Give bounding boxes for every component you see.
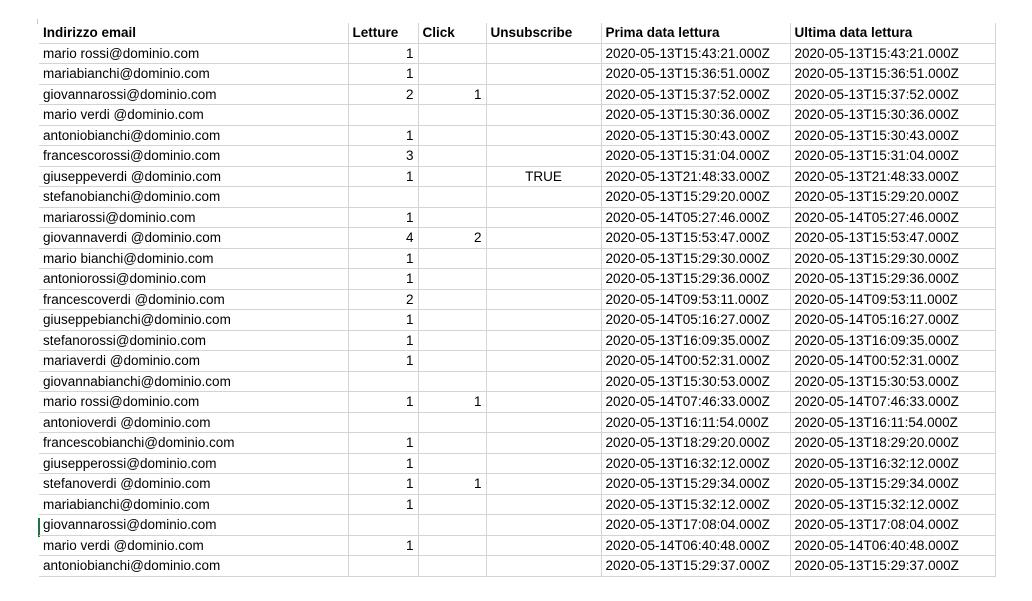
cell-unsubscribe[interactable] bbox=[486, 125, 601, 146]
cell-email[interactable]: stefanoverdi @dominio.com bbox=[39, 474, 348, 495]
cell-letture[interactable]: 1 bbox=[348, 535, 418, 556]
cell-click[interactable] bbox=[418, 412, 486, 433]
cell-prima[interactable]: 2020-05-13T15:29:20.000Z bbox=[601, 187, 790, 208]
cell-letture[interactable]: 1 bbox=[348, 43, 418, 64]
cell-click[interactable]: 1 bbox=[418, 474, 486, 495]
cell-email[interactable]: mario verdi @dominio.com bbox=[39, 535, 348, 556]
cell-prima[interactable]: 2020-05-13T15:29:36.000Z bbox=[601, 269, 790, 290]
table-row bbox=[39, 412, 995, 433]
header-row bbox=[39, 23, 995, 43]
cell-unsubscribe[interactable] bbox=[486, 556, 601, 577]
cell-ultima[interactable]: 2020-05-13T21:48:33.000Z bbox=[790, 166, 995, 187]
cell-unsubscribe[interactable] bbox=[486, 269, 601, 290]
cell-email[interactable]: stefanobianchi@dominio.com bbox=[39, 187, 348, 208]
cell-click[interactable] bbox=[418, 146, 486, 167]
cell-click[interactable] bbox=[418, 371, 486, 392]
table-row bbox=[39, 351, 995, 372]
email-stats-table bbox=[39, 23, 996, 577]
cell-ultima[interactable]: 2020-05-14T06:40:48.000Z bbox=[790, 535, 995, 556]
cell-letture[interactable]: 1 bbox=[348, 494, 418, 515]
cell-letture[interactable]: 1 bbox=[348, 351, 418, 372]
cell-click[interactable] bbox=[418, 125, 486, 146]
cell-letture[interactable]: 1 bbox=[348, 125, 418, 146]
cell-prima[interactable]: 2020-05-13T15:30:36.000Z bbox=[601, 105, 790, 126]
table-row bbox=[39, 535, 995, 556]
cell-ultima[interactable]: 2020-05-13T15:37:52.000Z bbox=[790, 84, 995, 105]
column-header-click[interactable]: Click bbox=[418, 23, 486, 43]
cell-letture[interactable]: 1 bbox=[348, 166, 418, 187]
cell-ultima[interactable]: 2020-05-14T09:53:11.000Z bbox=[790, 289, 995, 310]
cell-ultima[interactable]: 2020-05-14T07:46:33.000Z bbox=[790, 392, 995, 413]
cell-unsubscribe[interactable] bbox=[486, 248, 601, 269]
cell-ultima[interactable]: 2020-05-13T15:32:12.000Z bbox=[790, 494, 995, 515]
cell-letture[interactable]: 1 bbox=[348, 474, 418, 495]
table-row bbox=[39, 330, 995, 351]
cell-unsubscribe[interactable] bbox=[486, 494, 601, 515]
cell-letture[interactable] bbox=[348, 105, 418, 126]
cell-click[interactable]: 2 bbox=[418, 228, 486, 249]
cell-unsubscribe[interactable] bbox=[486, 84, 601, 105]
cell-prima[interactable]: 2020-05-14T06:40:48.000Z bbox=[601, 535, 790, 556]
cell-click[interactable] bbox=[418, 248, 486, 269]
cell-email[interactable]: giovannarossi@dominio.com bbox=[39, 515, 348, 536]
cell-prima[interactable]: 2020-05-13T21:48:33.000Z bbox=[601, 166, 790, 187]
cell-letture[interactable] bbox=[348, 412, 418, 433]
cell-letture[interactable]: 1 bbox=[348, 433, 418, 454]
cell-click[interactable] bbox=[418, 351, 486, 372]
table-row bbox=[39, 248, 995, 269]
cell-unsubscribe[interactable] bbox=[486, 412, 601, 433]
cell-click[interactable] bbox=[418, 187, 486, 208]
cell-letture[interactable]: 1 bbox=[348, 453, 418, 474]
cell-prima[interactable]: 2020-05-14T05:27:46.000Z bbox=[601, 207, 790, 228]
cell-unsubscribe[interactable] bbox=[486, 453, 601, 474]
cell-email[interactable]: giovannarossi@dominio.com bbox=[39, 84, 348, 105]
table-row bbox=[39, 64, 995, 85]
cell-email[interactable]: mario verdi @dominio.com bbox=[39, 105, 348, 126]
cell-letture[interactable]: 4 bbox=[348, 228, 418, 249]
cell-email[interactable]: giuseppeverdi @dominio.com bbox=[39, 166, 348, 187]
cell-unsubscribe[interactable] bbox=[486, 515, 601, 536]
cell-letture[interactable]: 1 bbox=[348, 207, 418, 228]
column-header-prima[interactable]: Prima data lettura bbox=[601, 23, 790, 43]
cell-letture[interactable]: 1 bbox=[348, 269, 418, 290]
cell-ultima[interactable]: 2020-05-13T18:29:20.000Z bbox=[790, 433, 995, 454]
table-row bbox=[39, 289, 995, 310]
table-row bbox=[39, 166, 995, 187]
cell-email[interactable]: mariaverdi @dominio.com bbox=[39, 351, 348, 372]
cell-click[interactable]: 1 bbox=[418, 392, 486, 413]
cell-email[interactable]: mariabianchi@dominio.com bbox=[39, 64, 348, 85]
cell-unsubscribe[interactable] bbox=[486, 228, 601, 249]
cell-email[interactable]: antonioverdi @dominio.com bbox=[39, 412, 348, 433]
cell-letture[interactable]: 1 bbox=[348, 248, 418, 269]
cell-email[interactable]: stefanorossi@dominio.com bbox=[39, 330, 348, 351]
cell-unsubscribe[interactable] bbox=[486, 330, 601, 351]
cell-ultima[interactable]: 2020-05-13T15:29:20.000Z bbox=[790, 187, 995, 208]
table-row bbox=[39, 187, 995, 208]
cell-email[interactable]: mario bianchi@dominio.com bbox=[39, 248, 348, 269]
cell-unsubscribe[interactable] bbox=[486, 474, 601, 495]
table-row bbox=[39, 515, 995, 536]
cell-ultima[interactable]: 2020-05-13T15:29:34.000Z bbox=[790, 474, 995, 495]
table-row bbox=[39, 125, 995, 146]
table-row bbox=[39, 494, 995, 515]
cell-ultima[interactable]: 2020-05-13T15:31:04.000Z bbox=[790, 146, 995, 167]
cell-letture[interactable]: 1 bbox=[348, 64, 418, 85]
cell-letture[interactable]: 1 bbox=[348, 392, 418, 413]
cell-email[interactable]: antoniobianchi@dominio.com bbox=[39, 556, 348, 577]
cell-ultima[interactable]: 2020-05-13T15:29:37.000Z bbox=[790, 556, 995, 577]
cell-prima[interactable]: 2020-05-13T16:11:54.000Z bbox=[601, 412, 790, 433]
cell-ultima[interactable]: 2020-05-14T00:52:31.000Z bbox=[790, 351, 995, 372]
cell-prima[interactable]: 2020-05-13T18:29:20.000Z bbox=[601, 433, 790, 454]
cell-click[interactable] bbox=[418, 105, 486, 126]
cell-ultima[interactable]: 2020-05-13T16:11:54.000Z bbox=[790, 412, 995, 433]
cell-email[interactable]: giusepperossi@dominio.com bbox=[39, 453, 348, 474]
spreadsheet bbox=[39, 23, 996, 577]
cell-email[interactable]: mariabianchi@dominio.com bbox=[39, 494, 348, 515]
cell-click[interactable] bbox=[418, 269, 486, 290]
cell-letture[interactable] bbox=[348, 515, 418, 536]
cell-prima[interactable]: 2020-05-13T16:32:12.000Z bbox=[601, 453, 790, 474]
cell-prima[interactable]: 2020-05-14T00:52:31.000Z bbox=[601, 351, 790, 372]
table-row bbox=[39, 207, 995, 228]
cell-prima[interactable]: 2020-05-13T15:32:12.000Z bbox=[601, 494, 790, 515]
cell-prima[interactable]: 2020-05-13T15:43:21.000Z bbox=[601, 43, 790, 64]
cell-ultima[interactable]: 2020-05-13T17:08:04.000Z bbox=[790, 515, 995, 536]
cell-letture[interactable]: 3 bbox=[348, 146, 418, 167]
cell-email[interactable]: antoniobianchi@dominio.com bbox=[39, 125, 348, 146]
cell-ultima[interactable]: 2020-05-13T16:09:35.000Z bbox=[790, 330, 995, 351]
cell-letture[interactable]: 2 bbox=[348, 289, 418, 310]
cell-unsubscribe[interactable] bbox=[486, 433, 601, 454]
cell-ultima[interactable]: 2020-05-13T15:53:47.000Z bbox=[790, 228, 995, 249]
cell-unsubscribe[interactable] bbox=[486, 535, 601, 556]
cell-ultima[interactable]: 2020-05-14T05:27:46.000Z bbox=[790, 207, 995, 228]
cell-prima[interactable]: 2020-05-13T16:09:35.000Z bbox=[601, 330, 790, 351]
table-row bbox=[39, 453, 995, 474]
cell-letture[interactable] bbox=[348, 556, 418, 577]
cell-ultima[interactable]: 2020-05-13T15:36:51.000Z bbox=[790, 64, 995, 85]
column-header-letture[interactable]: Letture bbox=[348, 23, 418, 43]
cell-unsubscribe[interactable] bbox=[486, 392, 601, 413]
column-header-email[interactable]: Indirizzo email bbox=[39, 23, 348, 43]
column-header-ultima[interactable]: Ultima data lettura bbox=[790, 23, 995, 43]
cell-ultima[interactable]: 2020-05-13T15:30:43.000Z bbox=[790, 125, 995, 146]
cell-email[interactable]: francescoverdi @dominio.com bbox=[39, 289, 348, 310]
cell-unsubscribe[interactable] bbox=[486, 310, 601, 331]
cell-letture[interactable] bbox=[348, 187, 418, 208]
cell-unsubscribe[interactable] bbox=[486, 43, 601, 64]
cell-letture[interactable]: 1 bbox=[348, 330, 418, 351]
table-row bbox=[39, 310, 995, 331]
cell-unsubscribe[interactable]: TRUE bbox=[486, 166, 601, 187]
cell-email[interactable]: antoniorossi@dominio.com bbox=[39, 269, 348, 290]
cell-email[interactable]: giovannaverdi @dominio.com bbox=[39, 228, 348, 249]
cell-unsubscribe[interactable] bbox=[486, 146, 601, 167]
cell-click[interactable] bbox=[418, 535, 486, 556]
cell-prima[interactable]: 2020-05-13T15:30:43.000Z bbox=[601, 125, 790, 146]
cell-click[interactable] bbox=[418, 43, 486, 64]
cell-click[interactable] bbox=[418, 515, 486, 536]
cell-letture[interactable] bbox=[348, 371, 418, 392]
cell-unsubscribe[interactable] bbox=[486, 289, 601, 310]
cell-email[interactable]: mario rossi@dominio.com bbox=[39, 392, 348, 413]
cell-email[interactable]: francescorossi@dominio.com bbox=[39, 146, 348, 167]
cell-prima[interactable]: 2020-05-13T15:29:37.000Z bbox=[601, 556, 790, 577]
cell-unsubscribe[interactable] bbox=[486, 207, 601, 228]
cell-ultima[interactable]: 2020-05-13T15:29:30.000Z bbox=[790, 248, 995, 269]
cell-email[interactable]: mariarossi@dominio.com bbox=[39, 207, 348, 228]
cell-email[interactable]: francescobianchi@dominio.com bbox=[39, 433, 348, 454]
cell-prima[interactable]: 2020-05-13T15:36:51.000Z bbox=[601, 64, 790, 85]
table-row bbox=[39, 433, 995, 454]
cell-click[interactable] bbox=[418, 64, 486, 85]
cell-prima[interactable]: 2020-05-14T07:46:33.000Z bbox=[601, 392, 790, 413]
cell-click[interactable] bbox=[418, 494, 486, 515]
cell-prima[interactable]: 2020-05-13T15:53:47.000Z bbox=[601, 228, 790, 249]
cell-prima[interactable]: 2020-05-13T15:29:30.000Z bbox=[601, 248, 790, 269]
cell-letture[interactable]: 2 bbox=[348, 84, 418, 105]
cell-ultima[interactable]: 2020-05-13T15:30:36.000Z bbox=[790, 105, 995, 126]
cell-ultima[interactable]: 2020-05-13T15:30:53.000Z bbox=[790, 371, 995, 392]
cell-ultima[interactable]: 2020-05-13T16:32:12.000Z bbox=[790, 453, 995, 474]
cell-unsubscribe[interactable] bbox=[486, 371, 601, 392]
cell-unsubscribe[interactable] bbox=[486, 351, 601, 372]
cell-click[interactable] bbox=[418, 453, 486, 474]
cell-click[interactable] bbox=[418, 166, 486, 187]
cell-unsubscribe[interactable] bbox=[486, 64, 601, 85]
cell-prima[interactable]: 2020-05-13T15:30:53.000Z bbox=[601, 371, 790, 392]
cell-ultima[interactable]: 2020-05-13T15:43:21.000Z bbox=[790, 43, 995, 64]
cell-email[interactable]: mario rossi@dominio.com bbox=[39, 43, 348, 64]
cell-click[interactable] bbox=[418, 207, 486, 228]
cell-ultima[interactable]: 2020-05-13T15:29:36.000Z bbox=[790, 269, 995, 290]
cell-prima[interactable]: 2020-05-13T15:29:34.000Z bbox=[601, 474, 790, 495]
cell-ultima[interactable]: 2020-05-14T05:16:27.000Z bbox=[790, 310, 995, 331]
column-header-unsubscribe[interactable]: Unsubscribe bbox=[486, 23, 601, 43]
table-row bbox=[39, 392, 995, 413]
table-row bbox=[39, 371, 995, 392]
table-body bbox=[39, 23, 995, 576]
cell-prima[interactable]: 2020-05-14T09:53:11.000Z bbox=[601, 289, 790, 310]
table-row bbox=[39, 269, 995, 290]
table-row bbox=[39, 146, 995, 167]
sheet-corner-mark bbox=[37, 19, 38, 24]
cell-unsubscribe[interactable] bbox=[486, 187, 601, 208]
cell-click[interactable] bbox=[418, 330, 486, 351]
cell-click[interactable] bbox=[418, 433, 486, 454]
cell-prima[interactable]: 2020-05-13T15:31:04.000Z bbox=[601, 146, 790, 167]
cell-letture[interactable]: 1 bbox=[348, 310, 418, 331]
table-row bbox=[39, 556, 995, 577]
table-row bbox=[39, 474, 995, 495]
cell-prima[interactable]: 2020-05-13T15:37:52.000Z bbox=[601, 84, 790, 105]
cell-email[interactable]: giovannabianchi@dominio.com bbox=[39, 371, 348, 392]
cell-click[interactable]: 1 bbox=[418, 84, 486, 105]
cell-prima[interactable]: 2020-05-13T17:08:04.000Z bbox=[601, 515, 790, 536]
table-row bbox=[39, 84, 995, 105]
cell-prima[interactable]: 2020-05-14T05:16:27.000Z bbox=[601, 310, 790, 331]
cell-click[interactable] bbox=[418, 289, 486, 310]
table-row bbox=[39, 105, 995, 126]
table-row bbox=[39, 228, 995, 249]
cell-email[interactable]: giuseppebianchi@dominio.com bbox=[39, 310, 348, 331]
cell-click[interactable] bbox=[418, 310, 486, 331]
cell-click[interactable] bbox=[418, 556, 486, 577]
cell-unsubscribe[interactable] bbox=[486, 105, 601, 126]
table-row bbox=[39, 43, 995, 64]
